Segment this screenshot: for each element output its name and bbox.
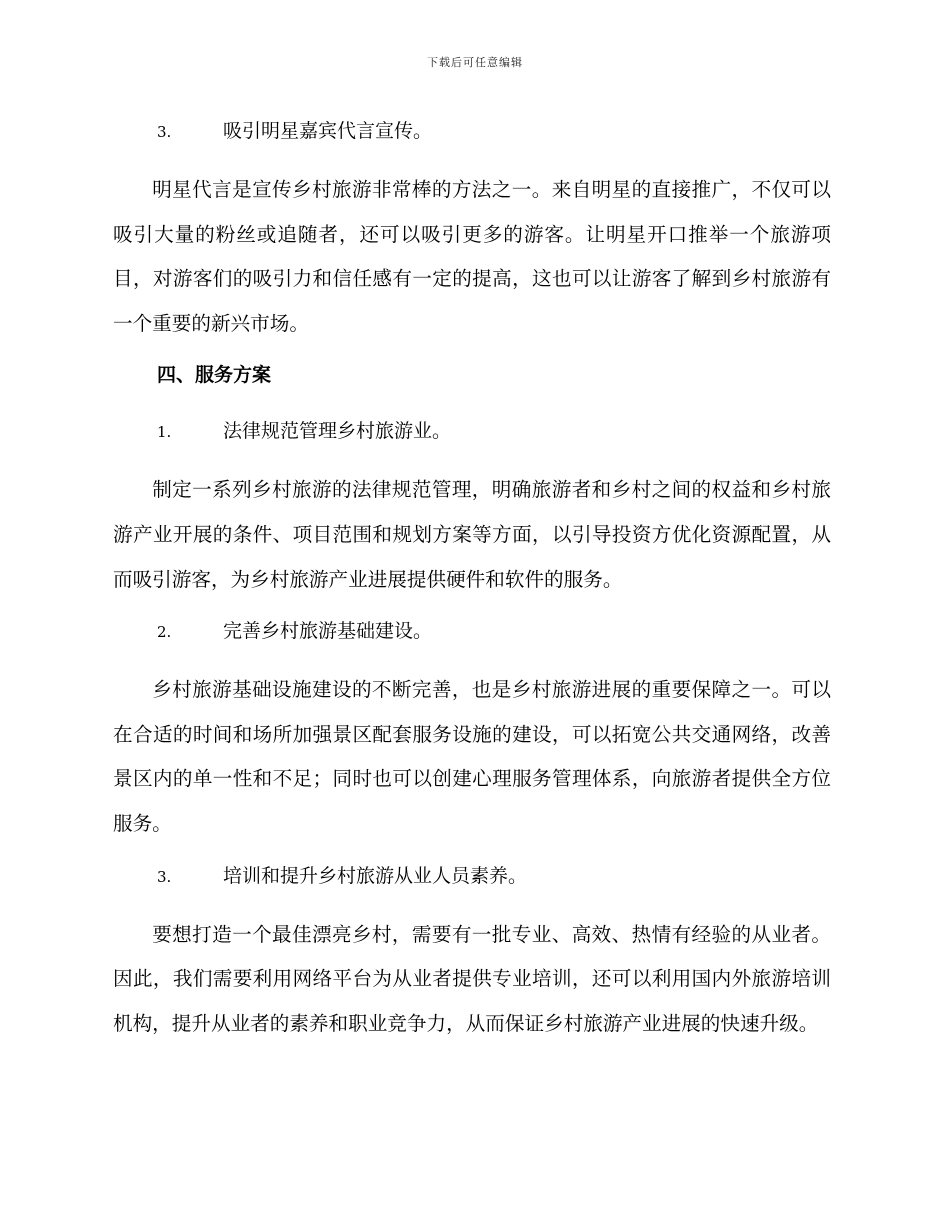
- list-text: 培训和提升乡村旅游从业人员素养。: [223, 864, 528, 887]
- list-item-1-law: [113, 416, 831, 444]
- list-item-3-celebrity: [113, 116, 831, 144]
- list-text: 吸引明星嘉宾代言宣传。: [223, 120, 433, 142]
- list-number: 1.: [157, 423, 172, 442]
- list-number: 3.: [157, 867, 172, 886]
- paragraph-law: 制定一系列乡村旅游的法律规范管理，明确旅游者和乡村之间的权益和乡村旅游产业开展的条件、项目范围和规划方案等方面，以引导投资方优化资源配置，从而吸引游客，为乡村旅游产业进展提供硬件和软件的服务。: [113, 478, 831, 591]
- section-heading-service-plan: 四、服务方案: [157, 364, 272, 387]
- list-number: 3.: [157, 123, 172, 141]
- paragraph-training: 要想打造一个最佳漂亮乡村，需要有一批专业、高效、热情有经验的从业者。因此，我们需要利用网络平台为从业者提供专业培训，还可以利用国内外旅游培训机构，提升从业者的素养和职业竞争力，从而保证乡村旅游产业进展的快速升级。: [113, 922, 831, 1035]
- list-text: 完善乡村旅游基础建设。: [223, 620, 433, 643]
- document-body: [113, 112, 831, 1060]
- header-note: 下载后可任意编辑: [427, 56, 523, 69]
- paragraph-infrastructure: 乡村旅游基础设施建设的不断完善，也是乡村旅游进展的重要保障之一。可以在合适的时间和场所加强景区配套服务设施的建设，可以拓宽公共交通网络，改善景区内的单一性和不足；同时也可以创建心理服务管理体系，向旅游者提供全方位服务。: [113, 678, 831, 835]
- list-item-2-infrastructure: [113, 616, 831, 644]
- list-item-3-training: [113, 861, 831, 889]
- paragraph-celebrity: 明星代言是宣传乡村旅游非常棒的方法之一。来自明星的直接推广，不仅可以吸引大量的粉丝或追随者，还可以吸引更多的游客。让明星开口推举一个旅游项目，对游客们的吸引力和信任感有一定的提高，这也可以让游客了解到乡村旅游有一个重要的新兴市场。: [113, 178, 831, 335]
- list-text: 法律规范管理乡村旅游业。: [223, 420, 452, 443]
- list-number: 2.: [157, 623, 172, 642]
